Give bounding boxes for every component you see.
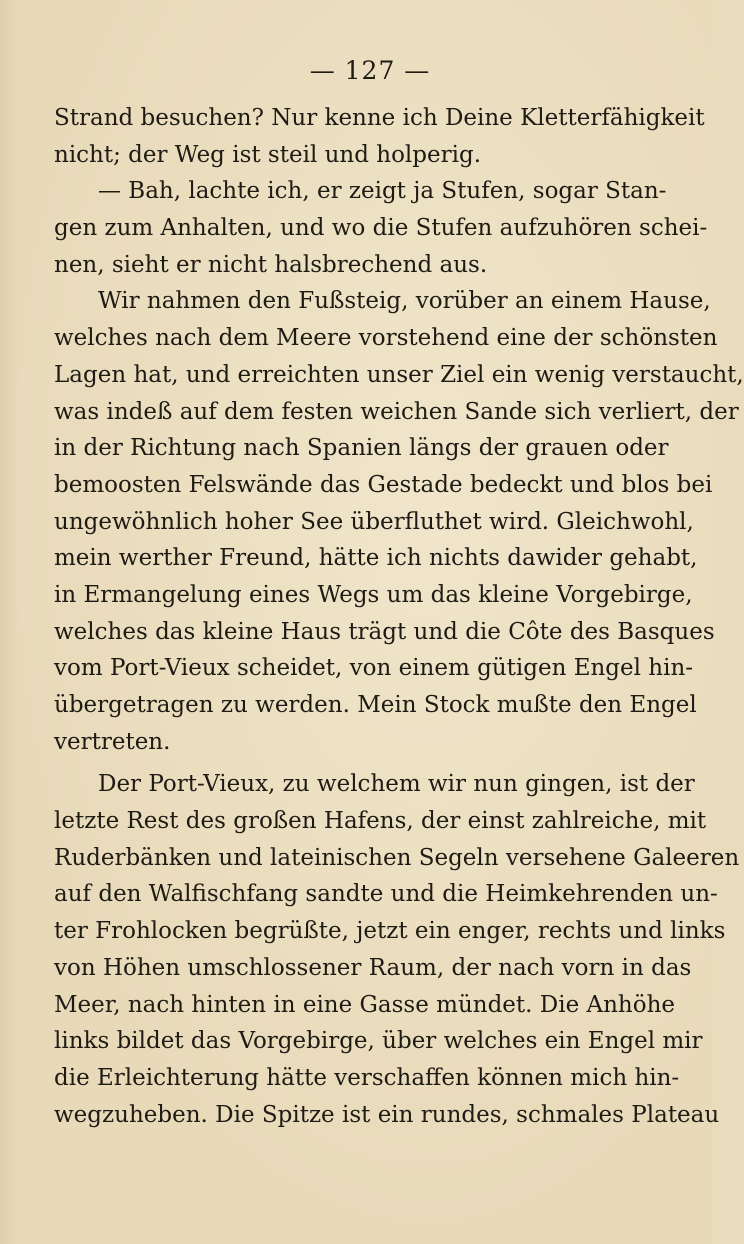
text-line: nen, sieht er nicht halsbrechend aus. [54, 251, 488, 278]
text-line: ter Frohlocken begrüßte, jetzt ein enger, rechts und links [54, 918, 726, 945]
text-line: nicht; der Weg ist steil und holperig. [54, 141, 482, 168]
text-line: welches nach dem Meere vorstehend eine der schönsten [54, 325, 718, 352]
text-line: übergetragen zu werden. Mein Stock mußte den Engel [54, 692, 697, 718]
text-line: Meer, nach hinten in eine Gasse mündet. Die Anhöhe [54, 991, 676, 1018]
text-line: in der Richtung nach Spanien längs der grauen oder [54, 435, 669, 462]
text-line: in Ermangelung eines Wegs um das kleine Vorgebirge, [54, 581, 693, 608]
text-line: letzte Rest des großen Hafens, der einst zahlreiche, mit [54, 808, 707, 835]
text-line: Strand besuchen? Nur kenne ich Deine Kletterfähigkeit [54, 105, 705, 131]
text-line: Wir nahmen den Fußsteig, vorüber an einem Hause, [98, 288, 711, 315]
text-line: von Höhen umschlossener Raum, der nach vorn in das [54, 954, 692, 981]
text-line: — Bah, lachte ich, er zeigt ja Stufen, sogar Stan- [98, 178, 667, 205]
paragraph [54, 100, 705, 173]
body-text [54, 100, 744, 1133]
text-line: auf den Walfischfang sandte und die Heimkehrenden un- [54, 881, 718, 908]
text-line: Lagen hat, und erreichten unser Ziel ein wenig verstaucht, [54, 361, 744, 388]
text-line: mein werther Freund, hätte ich nichts dawider gehabt, [54, 545, 698, 572]
page-number: — 127 — [309, 56, 431, 85]
paragraph [54, 766, 740, 1133]
text-line: die Erleichterung hätte verschaffen können mich hin- [54, 1064, 680, 1091]
text-line: vertreten. [54, 728, 171, 755]
text-line: ungewöhnlich hoher See überfluthet wird. Gleichwohl, [54, 508, 694, 535]
text-line: Ruderbänken und lateinischen Segeln versehene Galeeren [54, 844, 740, 871]
text-line: welches das kleine Haus trägt und die Côte des Basques [54, 618, 715, 645]
paragraph [54, 173, 708, 283]
text-line: wegzuheben. Die Spitze ist ein rundes, schmales Plateau [54, 1101, 720, 1128]
text-line: was indeß auf dem festen weichen Sande sich verliert, der [54, 398, 739, 425]
text-line: vom Port-Vieux scheidet, von einem gütigen Engel hin- [54, 655, 694, 682]
text-line: Der Port-Vieux, zu welchem wir nun gingen, ist der [98, 771, 695, 798]
text-line: gen zum Anhalten, und wo die Stufen aufzuhören schei- [54, 215, 708, 242]
text-line: links bildet das Vorgebirge, über welches ein Engel mir [54, 1028, 703, 1055]
text-line: bemoosten Felswände das Gestade bedeckt und blos bei [54, 471, 713, 498]
paragraph [54, 283, 744, 760]
